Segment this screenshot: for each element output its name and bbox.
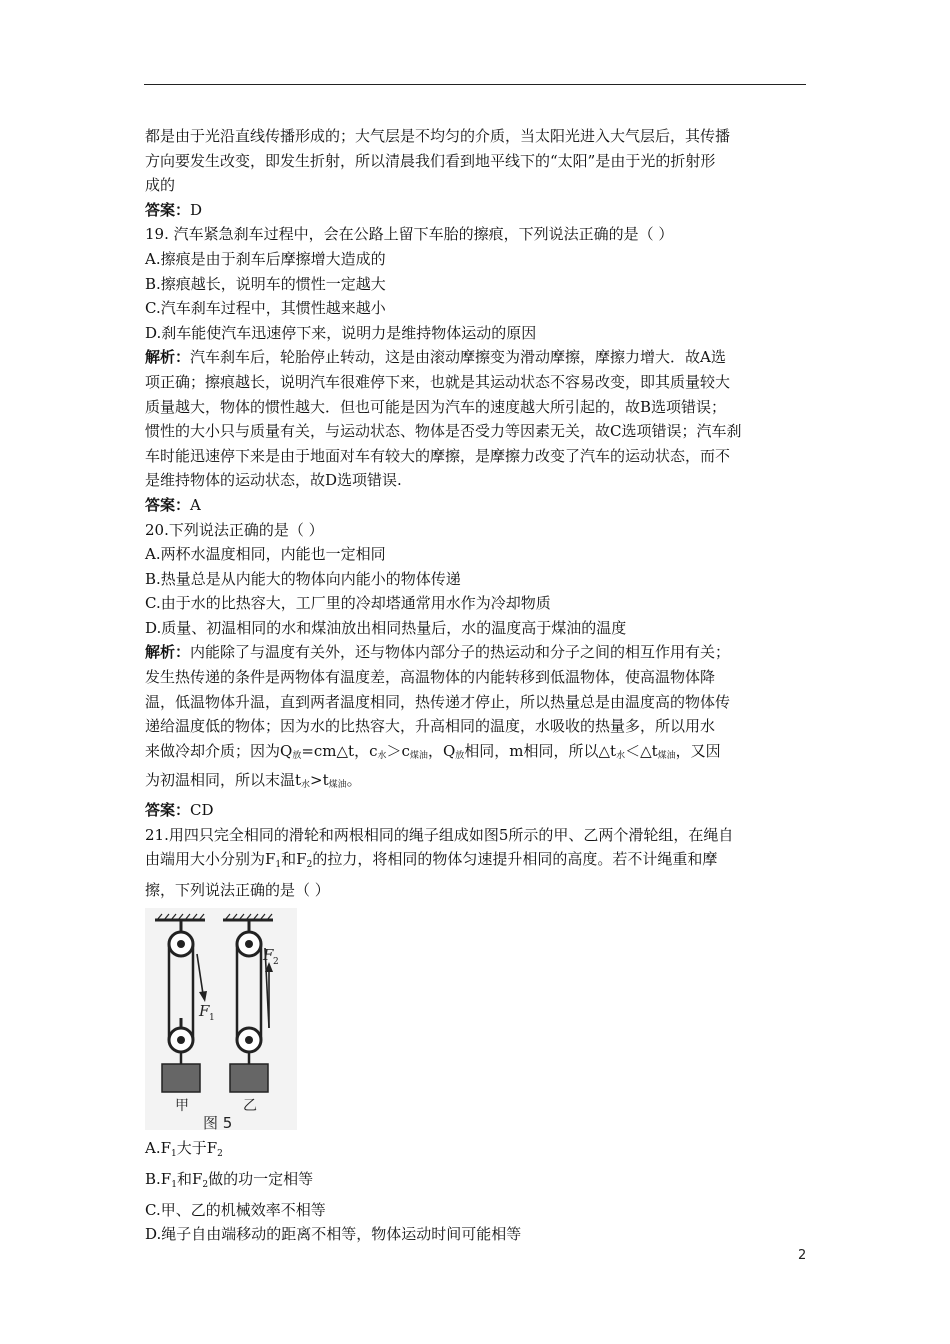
header-rule xyxy=(144,84,806,85)
f2-subscript: 2 xyxy=(273,957,279,968)
stem-part: 的拉力，将相同的物体匀速提升相同的高度。若不计绳重和摩 xyxy=(312,850,718,869)
q20-analysis-line-2: 发生热传递的条件是两物体有温度差，高温物体的内能转移到低温物体，使高温物体降 xyxy=(145,668,716,687)
q20-option-a: A.两杯水温度相同，内能也一定相同 xyxy=(145,545,386,564)
q20-option-b: B.热量总是从内能大的物体向内能小的物体传递 xyxy=(145,569,461,588)
stem-part: 由端用大小分别为F xyxy=(145,850,276,869)
formula-subscript: 煤油 xyxy=(328,780,347,791)
analysis-label: 解析： xyxy=(145,348,191,367)
subscript: 2 xyxy=(217,1149,223,1160)
f2-label: F xyxy=(263,946,274,965)
q19-analysis-line-4: 惯性的大小只与质量有关，与运动状态、物体是否受力等因素无关，故C选项错误；汽车刹 xyxy=(145,422,742,441)
subscript: 1 xyxy=(275,860,282,871)
q20-option-c: C.由于水的比热容大，工厂里的冷却塔通常用水作为冷却物质 xyxy=(145,594,551,613)
q20-option-d: D.质量、初温相同的水和煤油放出相同热量后，水的温度高于煤油的温度 xyxy=(145,618,627,637)
q19-analysis-line-6: 是维持物体的运动状态，故D选项错误. xyxy=(145,471,402,490)
right-system-label: 乙 xyxy=(243,1098,257,1115)
pulley-figure xyxy=(145,908,297,1130)
pulley-diagram xyxy=(145,908,297,1130)
formula-subscript: 水 xyxy=(301,780,311,791)
f1-label: F xyxy=(199,1002,210,1021)
subscript: 1 xyxy=(171,1149,177,1160)
q19-option-d: D.刹车能使汽车迅速停下来，说明力是维持物体运动的原因 xyxy=(145,323,537,342)
formula-part: =cm△t，c xyxy=(301,741,378,760)
figure-caption: 图 5 xyxy=(203,1114,233,1131)
intro-line-2: 方向要发生改变，即发生折射，所以清晨我们看到地平线下的“太阳”是由于光的折射形 xyxy=(145,151,716,170)
formula-part: >t xyxy=(310,771,329,790)
subscript: 1 xyxy=(171,1180,177,1190)
analysis-text: 汽车刹车后，轮胎停止转动，这是由滚动摩擦变为滑动摩擦，摩擦力增大．故A选 xyxy=(190,348,726,367)
option-part: A.F xyxy=(145,1139,172,1158)
answer-value: CD xyxy=(190,801,214,820)
q21-option-a xyxy=(145,1136,807,1167)
q19-stem: 19. 汽车紧急刹车过程中，会在公路上留下车胎的擦痕，下列说法正确的是（ ） xyxy=(145,225,674,244)
answer-19 xyxy=(145,493,807,518)
formula-part: 为初温相同，所以末温t xyxy=(145,771,302,790)
option-part: 做的功一定相等 xyxy=(208,1170,314,1188)
answer-label: 答案： xyxy=(145,495,191,514)
q19-analysis-line-3: 质量越大，物体的惯性越大．但也可能是因为汽车的速度越大所引起的，故B选项错误； xyxy=(145,397,727,416)
formula-part: 。 xyxy=(346,771,362,790)
option-part: 大于F xyxy=(176,1139,218,1158)
q19-option-b: B.擦痕越长，说明车的惯性一定越大 xyxy=(145,274,386,293)
answer-value: D xyxy=(190,200,203,219)
right-load-block xyxy=(230,1064,268,1092)
answer-20 xyxy=(145,798,807,823)
formula-part: ＞c xyxy=(386,741,410,760)
page-number: 2 xyxy=(798,1248,807,1263)
q21-option-b xyxy=(145,1167,807,1198)
stem-part: 和F xyxy=(281,850,307,869)
q21-option-c: C.甲、乙的机械效率不相等 xyxy=(145,1200,326,1219)
q20-analysis-line-1 xyxy=(145,640,807,665)
analysis-text: 内能除了与温度有关外，还与物体内部分子的热运动和分子之间的相互作用有关； xyxy=(190,643,731,662)
right-fixed-axle xyxy=(245,940,253,948)
formula-part: 相同，m相同，所以△t xyxy=(464,741,617,760)
q21-stem-line-3: 擦，下列说法正确的是（ ） xyxy=(145,880,330,899)
formula-part: ＜△t xyxy=(625,741,658,760)
q20-stem: 20.下列说法正确的是（ ） xyxy=(145,520,324,539)
formula-subscript: 煤油 xyxy=(409,750,428,761)
q20-analysis-line-6 xyxy=(145,768,807,798)
q20-analysis-line-5 xyxy=(145,739,807,769)
answer-label: 答案： xyxy=(145,801,191,820)
formula-part: ，又因 xyxy=(675,741,721,760)
q19-analysis-line-2: 项正确；擦痕越长，说明汽车很难停下来，也就是其运动状态不容易改变，即其质量较大 xyxy=(145,372,731,391)
intro-line-1: 都是由于光沿直线传播形成的；大气层是不均匀的介质，当太阳光进入大气层后，其传播 xyxy=(145,127,731,145)
answer-18 xyxy=(145,198,807,223)
q19-option-a: A.擦痕是由于刹车后摩擦增大造成的 xyxy=(145,249,386,268)
left-load-block xyxy=(162,1064,200,1092)
f1-subscript: 1 xyxy=(209,1013,215,1024)
left-fixed-axle xyxy=(177,940,185,948)
q20-analysis-line-4: 递给温度低的物体；因为水的比热容大，升高相同的温度，水吸收的热量多，所以用水 xyxy=(145,717,716,736)
formula-part: ，Q xyxy=(427,741,456,760)
subscript: 2 xyxy=(306,860,313,871)
q19-analysis-line-1 xyxy=(145,345,807,370)
q19-option-c: C.汽车刹车过程中，其惯性越来越小 xyxy=(145,299,386,318)
formula-subscript: 水 xyxy=(377,750,387,761)
option-part: 和F xyxy=(176,1170,203,1188)
formula-part: 来做冷却介质；因为Q xyxy=(145,741,293,760)
q21-option-d: D.绳子自由端移动的距离不相等，物体运动时间可能相等 xyxy=(145,1225,522,1244)
q20-analysis-line-3: 温，低温物体升温，直到两者温度相同，热传递才停止，所以热量总是由温度高的物体传 xyxy=(145,692,731,711)
subscript: 2 xyxy=(202,1180,209,1190)
formula-subscript: 水 xyxy=(616,750,626,761)
page-content xyxy=(145,124,807,1247)
formula-subscript: 煤油 xyxy=(657,750,676,761)
option-part: B.F xyxy=(145,1170,172,1188)
analysis-label: 解析： xyxy=(145,643,191,662)
q21-stem-line-2 xyxy=(145,847,807,878)
formula-subscript: 放 xyxy=(292,750,302,761)
q19-analysis-line-5: 车时能迅速停下来是由于地面对车有较大的摩擦，是摩擦力改变了汽车的运动状态，而不 xyxy=(145,446,731,465)
left-system-label: 甲 xyxy=(175,1098,189,1115)
q21-stem-line-1: 21.用四只完全相同的滑轮和两根相同的绳子组成如图5所示的甲、乙两个滑轮组，在绳自 xyxy=(145,825,734,844)
right-movable-axle xyxy=(245,1036,253,1044)
answer-value: A xyxy=(190,495,201,514)
intro-line-3: 成的 xyxy=(145,176,176,195)
left-movable-axle xyxy=(177,1036,185,1044)
answer-label: 答案： xyxy=(145,200,191,219)
formula-subscript: 放 xyxy=(455,750,465,761)
